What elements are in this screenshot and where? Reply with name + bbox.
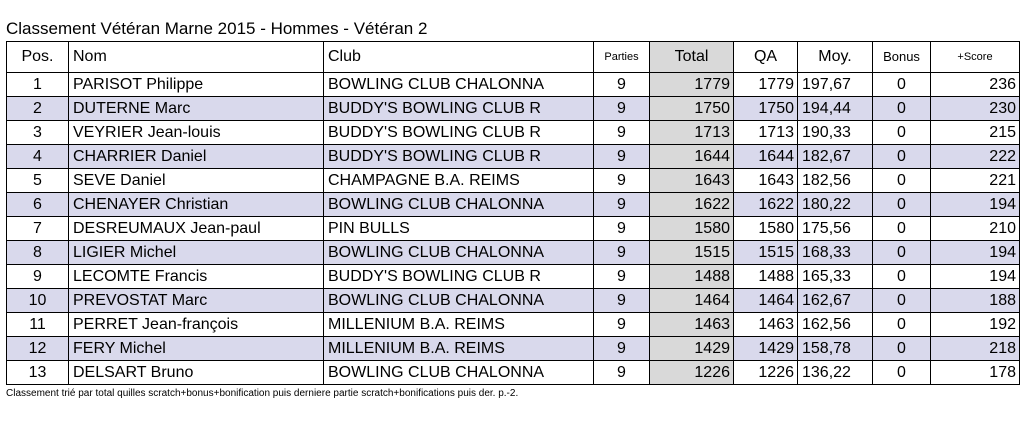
cell-score: 218 <box>931 337 1020 361</box>
cell-moy: 162,56 <box>798 313 873 337</box>
cell-parties: 9 <box>594 265 650 289</box>
cell-club: BUDDY'S BOWLING CLUB R <box>324 121 594 145</box>
cell-qa: 1429 <box>734 337 798 361</box>
cell-pos: 12 <box>7 337 69 361</box>
cell-total: 1622 <box>650 193 734 217</box>
cell-moy: 168,33 <box>798 241 873 265</box>
cell-total: 1515 <box>650 241 734 265</box>
cell-bonus: 0 <box>873 73 931 97</box>
table-header-row <box>7 42 1020 73</box>
cell-qa: 1622 <box>734 193 798 217</box>
cell-parties: 9 <box>594 73 650 97</box>
cell-score: 194 <box>931 193 1020 217</box>
table-row <box>7 97 1020 121</box>
cell-pos: 5 <box>7 169 69 193</box>
cell-bonus: 0 <box>873 97 931 121</box>
cell-nom: DUTERNE Marc <box>69 97 324 121</box>
cell-score: 210 <box>931 217 1020 241</box>
cell-bonus: 0 <box>873 121 931 145</box>
table-row <box>7 337 1020 361</box>
cell-parties: 9 <box>594 217 650 241</box>
cell-moy: 190,33 <box>798 121 873 145</box>
cell-total: 1463 <box>650 313 734 337</box>
cell-qa: 1580 <box>734 217 798 241</box>
cell-parties: 9 <box>594 121 650 145</box>
cell-total: 1643 <box>650 169 734 193</box>
cell-total: 1429 <box>650 337 734 361</box>
cell-bonus: 0 <box>873 313 931 337</box>
cell-score: 222 <box>931 145 1020 169</box>
header-qa: QA <box>734 42 798 73</box>
cell-qa: 1463 <box>734 313 798 337</box>
cell-qa: 1750 <box>734 97 798 121</box>
cell-moy: 136,22 <box>798 361 873 385</box>
cell-qa: 1779 <box>734 73 798 97</box>
cell-club: MILLENIUM B.A. REIMS <box>324 337 594 361</box>
cell-score: 230 <box>931 97 1020 121</box>
cell-moy: 194,44 <box>798 97 873 121</box>
cell-moy: 180,22 <box>798 193 873 217</box>
cell-pos: 7 <box>7 217 69 241</box>
table-row <box>7 313 1020 337</box>
cell-club: BOWLING CLUB CHALONNA <box>324 289 594 313</box>
table-row <box>7 169 1020 193</box>
cell-parties: 9 <box>594 193 650 217</box>
cell-moy: 175,56 <box>798 217 873 241</box>
table-row <box>7 289 1020 313</box>
cell-nom: SEVE Daniel <box>69 169 324 193</box>
cell-parties: 9 <box>594 337 650 361</box>
cell-qa: 1515 <box>734 241 798 265</box>
cell-score: 192 <box>931 313 1020 337</box>
cell-total: 1779 <box>650 73 734 97</box>
cell-pos: 11 <box>7 313 69 337</box>
cell-parties: 9 <box>594 145 650 169</box>
cell-total: 1713 <box>650 121 734 145</box>
header-club: Club <box>324 42 594 73</box>
cell-qa: 1226 <box>734 361 798 385</box>
cell-club: PIN BULLS <box>324 217 594 241</box>
cell-club: BOWLING CLUB CHALONNA <box>324 73 594 97</box>
cell-nom: CHARRIER Daniel <box>69 145 324 169</box>
cell-bonus: 0 <box>873 337 931 361</box>
ranking-table <box>6 41 1020 385</box>
header-total: Total <box>650 42 734 73</box>
cell-moy: 182,56 <box>798 169 873 193</box>
table-row <box>7 241 1020 265</box>
table-row <box>7 217 1020 241</box>
cell-club: BUDDY'S BOWLING CLUB R <box>324 97 594 121</box>
header-parties: Parties <box>594 42 650 73</box>
cell-parties: 9 <box>594 97 650 121</box>
cell-pos: 13 <box>7 361 69 385</box>
cell-pos: 6 <box>7 193 69 217</box>
cell-club: BOWLING CLUB CHALONNA <box>324 241 594 265</box>
cell-pos: 1 <box>7 73 69 97</box>
cell-bonus: 0 <box>873 145 931 169</box>
cell-qa: 1488 <box>734 265 798 289</box>
cell-nom: LIGIER Michel <box>69 241 324 265</box>
cell-nom: PARISOT Philippe <box>69 73 324 97</box>
cell-nom: PERRET Jean-françois <box>69 313 324 337</box>
header-score: +Score <box>931 42 1020 73</box>
cell-pos: 4 <box>7 145 69 169</box>
cell-pos: 10 <box>7 289 69 313</box>
cell-total: 1226 <box>650 361 734 385</box>
header-pos: Pos. <box>7 42 69 73</box>
cell-total: 1488 <box>650 265 734 289</box>
cell-score: 236 <box>931 73 1020 97</box>
cell-club: CHAMPAGNE B.A. REIMS <box>324 169 594 193</box>
cell-score: 215 <box>931 121 1020 145</box>
page-title: Classement Vétéran Marne 2015 - Hommes - Vétéran 2 <box>6 19 428 38</box>
cell-qa: 1464 <box>734 289 798 313</box>
cell-score: 194 <box>931 265 1020 289</box>
cell-total: 1750 <box>650 97 734 121</box>
cell-total: 1580 <box>650 217 734 241</box>
cell-pos: 8 <box>7 241 69 265</box>
cell-moy: 165,33 <box>798 265 873 289</box>
cell-total: 1464 <box>650 289 734 313</box>
cell-club: MILLENIUM B.A. REIMS <box>324 313 594 337</box>
cell-club: BUDDY'S BOWLING CLUB R <box>324 145 594 169</box>
cell-nom: FERY Michel <box>69 337 324 361</box>
cell-bonus: 0 <box>873 289 931 313</box>
table-row <box>7 265 1020 289</box>
cell-pos: 3 <box>7 121 69 145</box>
cell-nom: DESREUMAUX Jean-paul <box>69 217 324 241</box>
cell-bonus: 0 <box>873 217 931 241</box>
cell-qa: 1713 <box>734 121 798 145</box>
cell-club: BUDDY'S BOWLING CLUB R <box>324 265 594 289</box>
cell-parties: 9 <box>594 241 650 265</box>
cell-bonus: 0 <box>873 169 931 193</box>
cell-pos: 9 <box>7 265 69 289</box>
header-bonus: Bonus <box>873 42 931 73</box>
cell-parties: 9 <box>594 169 650 193</box>
cell-moy: 158,78 <box>798 337 873 361</box>
cell-score: 194 <box>931 241 1020 265</box>
table-row <box>7 361 1020 385</box>
cell-club: BOWLING CLUB CHALONNA <box>324 193 594 217</box>
cell-score: 188 <box>931 289 1020 313</box>
cell-nom: DELSART Bruno <box>69 361 324 385</box>
cell-moy: 197,67 <box>798 73 873 97</box>
cell-bonus: 0 <box>873 361 931 385</box>
cell-score: 178 <box>931 361 1020 385</box>
cell-score: 221 <box>931 169 1020 193</box>
cell-bonus: 0 <box>873 241 931 265</box>
header-moy: Moy. <box>798 42 873 73</box>
cell-parties: 9 <box>594 313 650 337</box>
cell-nom: LECOMTE Francis <box>69 265 324 289</box>
table-row <box>7 193 1020 217</box>
cell-nom: PREVOSTAT Marc <box>69 289 324 313</box>
footnote: Classement trié par total quilles scratch+bonus+bonification puis derniere partie scratch+bonifications puis der. p.-2. <box>6 388 519 399</box>
cell-club: BOWLING CLUB CHALONNA <box>324 361 594 385</box>
cell-qa: 1644 <box>734 145 798 169</box>
cell-moy: 162,67 <box>798 289 873 313</box>
cell-nom: VEYRIER Jean-louis <box>69 121 324 145</box>
cell-total: 1644 <box>650 145 734 169</box>
table-row <box>7 145 1020 169</box>
cell-parties: 9 <box>594 289 650 313</box>
cell-moy: 182,67 <box>798 145 873 169</box>
table-row <box>7 73 1020 97</box>
cell-nom: CHENAYER Christian <box>69 193 324 217</box>
cell-pos: 2 <box>7 97 69 121</box>
cell-parties: 9 <box>594 361 650 385</box>
cell-qa: 1643 <box>734 169 798 193</box>
header-nom: Nom <box>69 42 324 73</box>
cell-bonus: 0 <box>873 193 931 217</box>
cell-bonus: 0 <box>873 265 931 289</box>
table-row <box>7 121 1020 145</box>
